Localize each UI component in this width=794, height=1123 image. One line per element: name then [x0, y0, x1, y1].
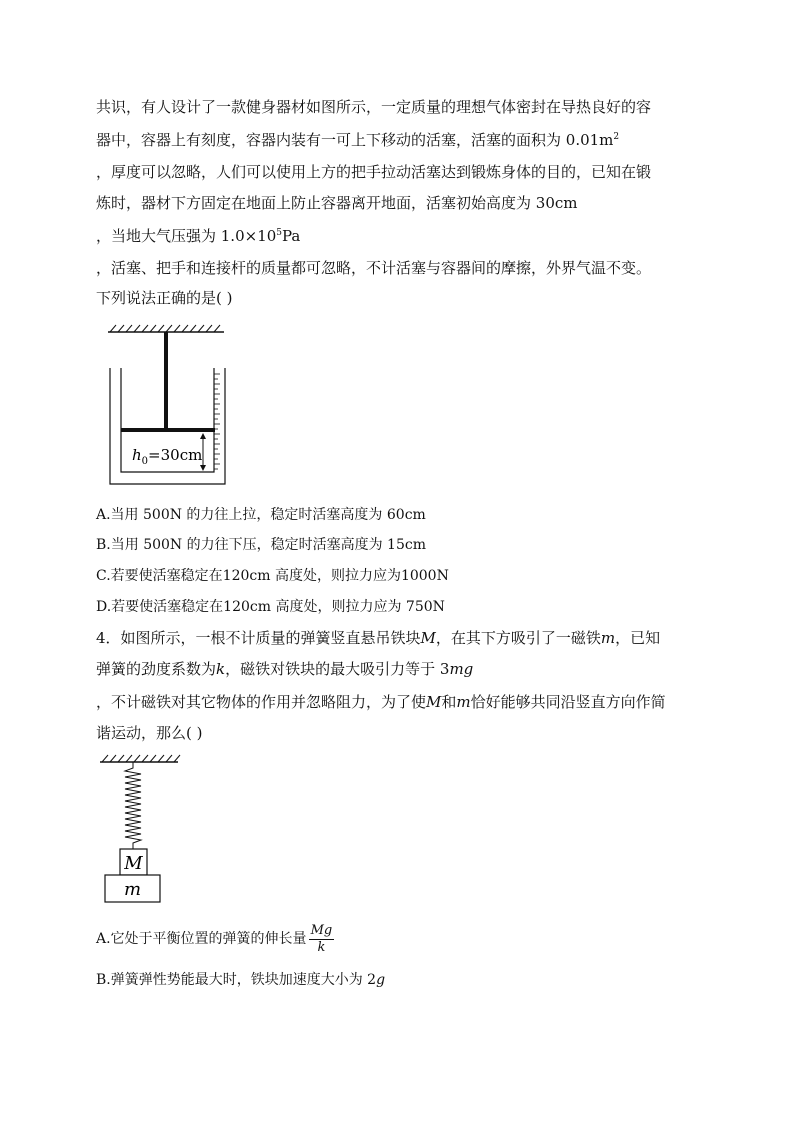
- q4-line-3: ，不计磁铁对其它物体的作用并忽略阻力，为了使M和m恰好能够共同沿竖直方向作简: [96, 693, 666, 711]
- height-arrow-head-down: [200, 465, 206, 471]
- piston-cylinder-figure: [100, 322, 230, 492]
- q3-line-6: ，活塞、把手和连接杆的质量都可忽略，不计活塞与容器间的摩擦，外界气温不变。: [96, 259, 652, 277]
- height-arrow-head-up: [200, 433, 206, 439]
- q3-option-b: B.当用 500N 的力往下压，稳定时活塞高度为 15cm: [96, 537, 426, 553]
- q3-line-2-text: 器中，容器上有刻度，容器内装有一可上下移动的活塞，活塞的面积为 0.01m: [96, 131, 614, 149]
- q3-pressure-exponent: 5: [276, 228, 283, 238]
- fraction-Mg-over-k: $\frac{Mg}{k}$: [310, 922, 333, 955]
- q4-option-b: B.弹簧弹性势能最大时，铁块加速度大小为 2g: [96, 972, 386, 988]
- q3-option-a: A.当用 500N 的力往上拉，稳定时活塞高度为 60cm: [96, 507, 426, 523]
- spring-block-figure: [96, 752, 186, 907]
- q3-line-5: [96, 226, 300, 246]
- spring: [125, 762, 141, 849]
- q4-line-4: 谐运动，那么( ): [96, 724, 203, 742]
- height-label: $h_0=30cm$: [132, 446, 203, 467]
- q3-line-4: 炼时，器材下方固定在地面上防止容器离开地面，活塞初始高度为 30cm: [96, 194, 578, 212]
- q3-line-7: 下列说法正确的是( ): [96, 289, 233, 307]
- piston-rod: [164, 332, 168, 430]
- q3-line-5-text: ，当地大气压强为 1.0×10: [96, 227, 277, 245]
- q3-area-exponent: 2: [613, 132, 620, 142]
- q4-option-a: A.它处于平衡位置的弹簧的伸长量 $\frac{Mg}{k}$: [96, 922, 333, 955]
- ceiling-hatch: [102, 755, 180, 762]
- q3-pressure-unit: Pa: [282, 227, 301, 245]
- q3-option-c: C.若要使活塞稳定在120cm 高度处，则拉力应为1000N: [96, 568, 449, 584]
- piston: [121, 428, 215, 432]
- q4-line-2: 弹簧的劲度系数为k，磁铁对铁块的最大吸引力等于 3mg: [96, 660, 474, 678]
- q4-line-1: 4．如图所示，一根不计质量的弹簧竖直悬吊铁块M，在其下方吸引了一磁铁m，已知: [96, 629, 661, 647]
- q3-option-d: D.若要使活塞稳定在120cm 高度处，则拉力应为 750N: [96, 599, 445, 615]
- block-m-label: m: [123, 879, 142, 900]
- block-M-label: M: [124, 853, 143, 874]
- scale-ticks: [214, 374, 220, 469]
- q3-line-2: [96, 130, 619, 150]
- q3-line-3: ，厚度可以忽略，人们可以使用上方的把手拉动活塞达到锻炼身体的目的，已知在锻: [96, 163, 652, 181]
- q3-line-1: 共识，有人设计了一款健身器材如图所示，一定质量的理想气体密封在导热良好的容: [96, 98, 652, 116]
- ceiling-hatch: [110, 325, 220, 332]
